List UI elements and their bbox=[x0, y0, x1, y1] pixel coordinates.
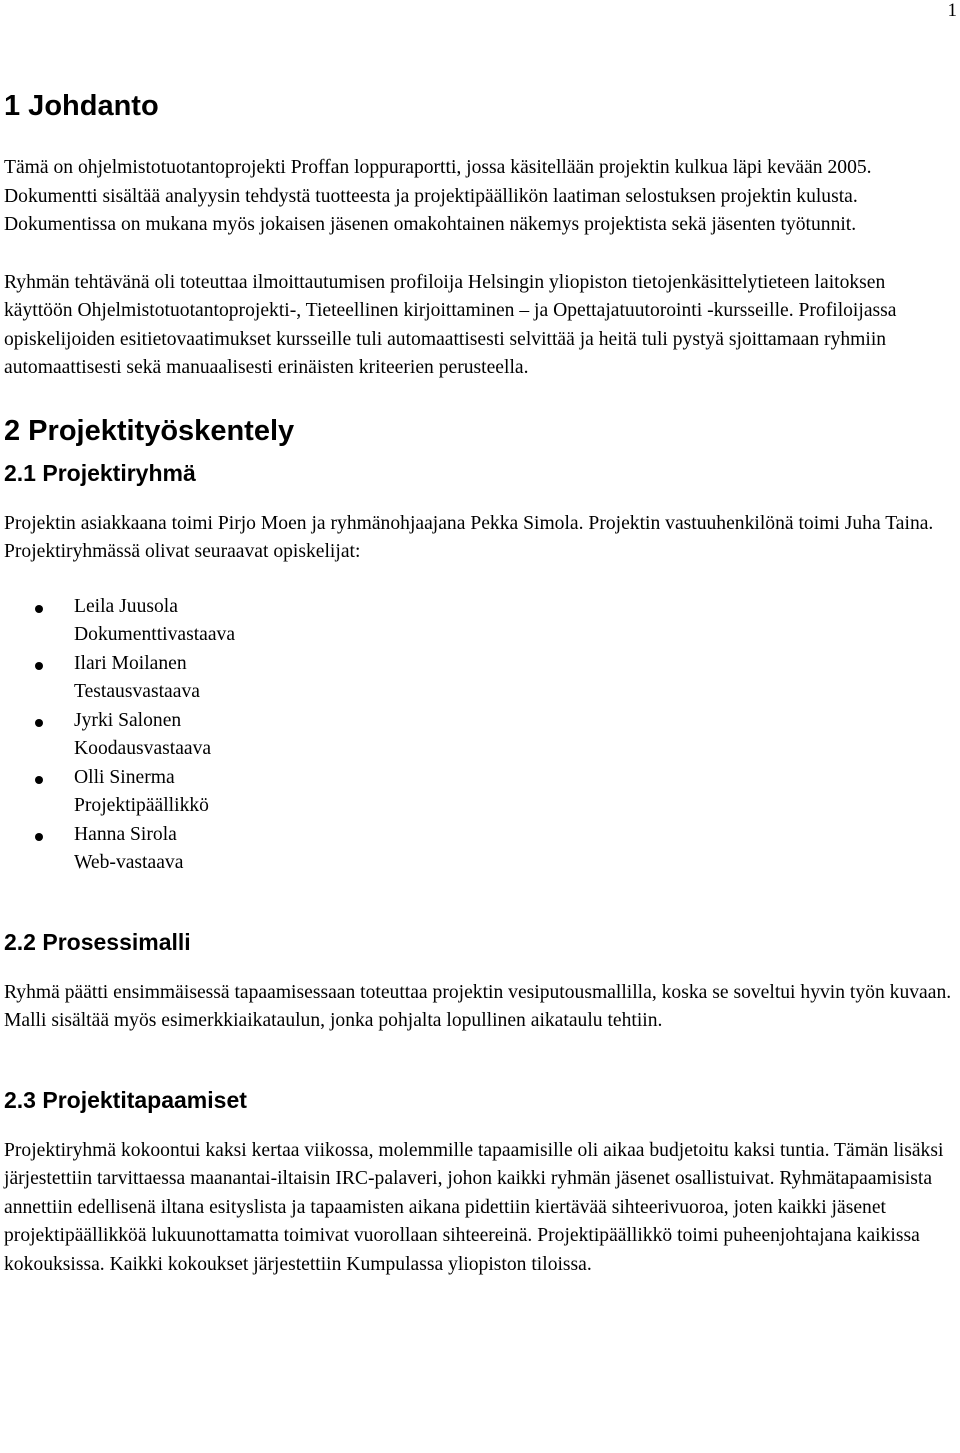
intro-paragraph-2: Ryhmän tehtävänä oli toteuttaa ilmoittautumisen profiloija Helsingin yliopiston tietojenkäsittelytieteen laitoksen käyttöön Ohjelmistotuotantoprojekti-, Tieteellinen kirjoittaminen – ja Opettajatuutorointi -kursseille. Profiloijassa opiskelijoiden esitietovaatimukset kursseille tuli automaattisesti selvittää ja heitä tuli pystyä sjoittamaan ryhmiin automaattisesti sekä manuaalisesti erinäisten kriteerien perusteella. bbox=[4, 271, 897, 378]
group-paragraph: Projektin asiakkaana toimi Pirjo Moen ja ryhmänohjaajana Pekka Simola. Projektin vastuuhenkilönä toimi Juha Taina. Projektiryhmässä olivat seuraavat opiskelijat: bbox=[4, 512, 934, 562]
member-name: Leila Juusola bbox=[74, 595, 178, 617]
page-number: 1 bbox=[947, 0, 957, 21]
heading-projektiryhma: 2.1 Projektiryhmä bbox=[4, 459, 196, 486]
member-name: Jyrki Salonen bbox=[74, 709, 182, 731]
bullet-icon bbox=[35, 833, 43, 841]
heading-projektityoskentely: 2 Projektityöskentely bbox=[4, 414, 295, 447]
member-role: Projektipäällikkö bbox=[74, 795, 209, 816]
member-name: Ilari Moilanen bbox=[74, 652, 187, 674]
intro-paragraph-1: Tämä on ohjelmistotuotantoprojekti Proffan loppuraportti, jossa käsitellään projektin kulkua läpi kevään 2005. Dokumentti sisältää analyysin tehdystä tuotteesta ja projektipäällikön laatiman selostuksen projektin kulusta. Dokumentissa on mukana myös jokaisen jäsenen omakohtainen näkemys projektista sekä jäsenten työtunnit. bbox=[4, 157, 872, 235]
document-body bbox=[4, 88, 954, 1279]
list-item bbox=[4, 764, 954, 821]
member-list bbox=[4, 593, 954, 878]
list-item bbox=[4, 707, 954, 764]
list-item bbox=[4, 593, 954, 650]
process-paragraph: Ryhmä päätti ensimmäisessä tapaamisessaan toteuttaa projektin vesiputousmallilla, koska se soveltui hyvin työn kuvaan. Malli sisältää myös esimerkkiaikataulun, jonka pohjalta lopullinen aikataulu tehtiin. bbox=[4, 981, 952, 1031]
bullet-icon bbox=[35, 662, 43, 670]
member-name: Hanna Sirola bbox=[74, 823, 177, 845]
bullet-icon bbox=[35, 776, 43, 784]
list-item bbox=[4, 650, 954, 707]
heading-projektitapaamiset: 2.3 Projektitapaamiset bbox=[4, 1086, 247, 1113]
heading-johdanto: 1 Johdanto bbox=[4, 90, 159, 122]
member-name: Olli Sinerma bbox=[74, 766, 175, 788]
member-role: Web-vastaava bbox=[74, 852, 184, 873]
bullet-icon bbox=[35, 605, 43, 613]
member-role: Dokumenttivastaava bbox=[74, 624, 236, 645]
member-role: Testausvastaava bbox=[74, 681, 200, 702]
heading-prosessimalli: 2.2 Prosessimalli bbox=[4, 928, 191, 955]
meetings-paragraph: Projektiryhmä kokoontui kaksi kertaa viikossa, molemmille tapaamisille oli aikaa budjetoitu kaksi tuntia. Tämän lisäksi järjestettiin tarvittaessa maanantai-iltaisin IRC-palaveri, johon kaikki ryhmän jäsenet osallistuivat. Ryhmätapaamisista annettiin edellisenä iltana esityslista ja tapaamisten aikana pidettiin kiertävää sihteerivuoroa, joten kaikki jäsenet projektipäällikköä lukuunottamatta toimivat vuorollaan sihteereinä. Projektipäällikkö toimi puheenjohtajana kaikissa kokouksissa. Kaikki kokoukset järjestettiin Kumpulassa yliopiston tiloissa. bbox=[4, 1139, 944, 1275]
bullet-icon bbox=[35, 719, 43, 727]
member-role: Koodausvastaava bbox=[74, 738, 212, 759]
list-item bbox=[4, 821, 954, 878]
